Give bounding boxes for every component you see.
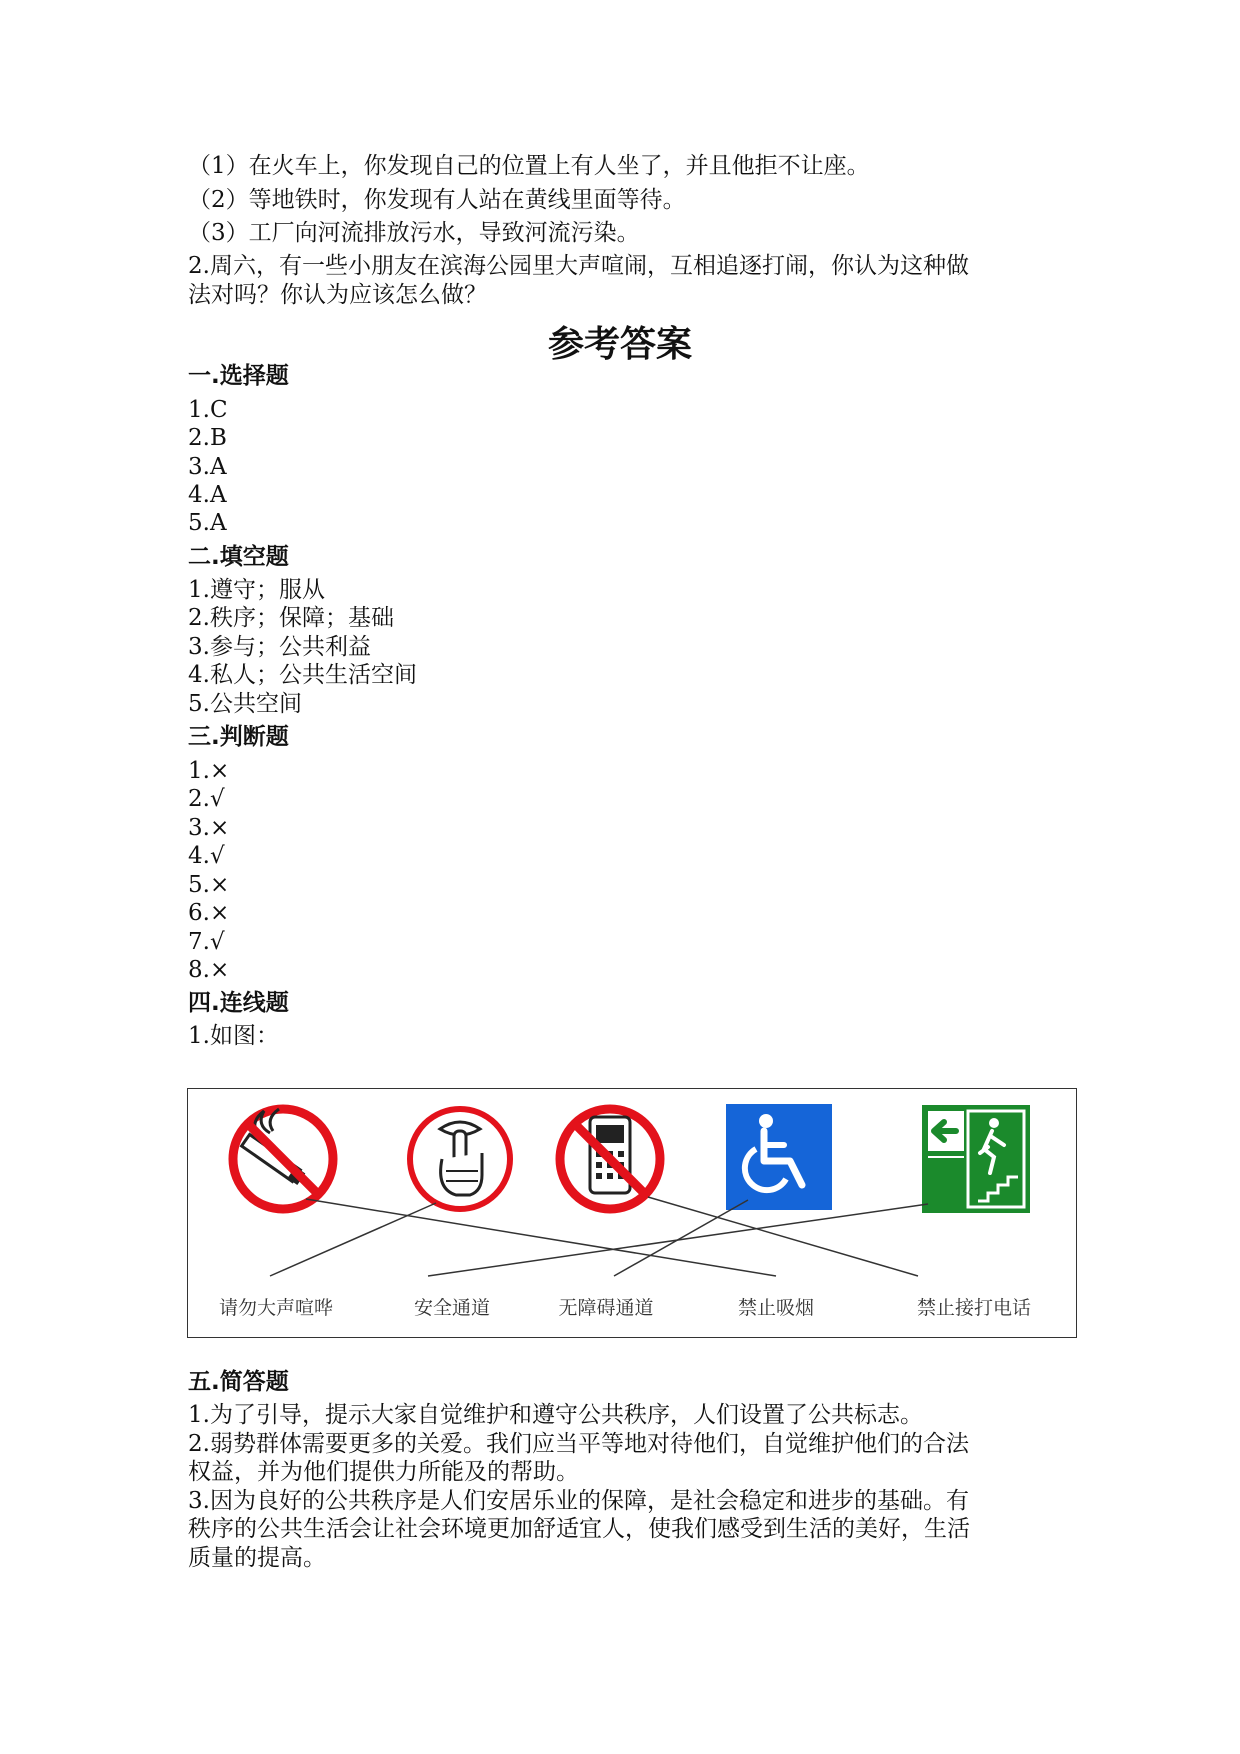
question-text-line: 法对吗？你认为应该怎么做？ — [188, 282, 487, 308]
answer-item: 质量的提高。 — [188, 1545, 326, 1571]
answer-item: 1.× — [188, 758, 230, 784]
answer-title: 参考答案 — [547, 324, 692, 365]
answer-item: 6.× — [188, 900, 230, 926]
section-heading: 二.填空题 — [188, 544, 289, 570]
quiet-please-sign-icon — [410, 1109, 510, 1209]
answer-item: 5.× — [188, 872, 230, 898]
sign-label: 请勿大声喧哗 — [218, 1297, 334, 1319]
answer-item: 1.遵守；服从 — [188, 577, 325, 603]
answer-item: 1.为了引导，提示大家自觉维护和遵守公共秩序，人们设置了公共标志。 — [188, 1402, 923, 1428]
no-phone-sign-icon — [560, 1109, 660, 1209]
question-text-line: 2.周六，有一些小朋友在滨海公园里大声喧闹，互相追逐打闹，你认为这种做 — [188, 253, 969, 279]
answer-item: 4.私人；公共生活空间 — [188, 662, 417, 688]
sign-label: 禁止接打电话 — [916, 1297, 1032, 1319]
sign-label: 无障碍通道 — [558, 1297, 654, 1319]
answer-item: 3.因为良好的公共秩序是人们安居乐业的保障，是社会稳定和进步的基础。有 — [188, 1488, 969, 1514]
match-line — [428, 1204, 928, 1276]
question-text-line: （3）工厂向河流排放污水，导致河流污染。 — [188, 220, 640, 246]
answer-item: 2.B — [188, 425, 227, 451]
answer-item: 8.× — [188, 957, 230, 983]
answer-item: 3.× — [188, 815, 230, 841]
question-text-line: （1）在火车上，你发现自己的位置上有人坐了，并且他拒不让座。 — [188, 153, 870, 179]
section-heading: 四.连线题 — [188, 990, 289, 1016]
answer-item: 2.秩序；保障；基础 — [188, 605, 394, 631]
answer-item: 2.√ — [188, 786, 225, 812]
match-line — [270, 1203, 436, 1276]
answer-item: 3.参与；公共利益 — [188, 634, 371, 660]
match-line — [306, 1199, 776, 1276]
no-smoking-sign-icon — [233, 1109, 333, 1209]
answer-item: 3.A — [188, 454, 227, 480]
match-line — [614, 1200, 748, 1276]
answer-item: 7.√ — [188, 929, 225, 955]
answer-item: 1.如图： — [188, 1023, 279, 1049]
answer-item: 5.公共空间 — [188, 691, 302, 717]
answer-item: 秩序的公共生活会让社会环境更加舒适宜人，使我们感受到生活的美好，生活 — [188, 1516, 970, 1542]
answer-item: 4.A — [188, 482, 227, 508]
wheelchair-accessible-sign-icon — [726, 1104, 832, 1210]
answer-item: 5.A — [188, 510, 227, 536]
question-text-line: （2）等地铁时，你发现有人站在黄线里面等待。 — [188, 187, 686, 213]
answer-item: 2.弱势群体需要更多的关爱。我们应当平等地对待他们，自觉维护他们的合法 — [188, 1431, 969, 1457]
answer-item: 1.C — [188, 397, 228, 423]
answer-item: 权益，并为他们提供力所能及的帮助。 — [188, 1459, 579, 1485]
answer-item: 4.√ — [188, 843, 225, 869]
matching-figure — [187, 1088, 1077, 1338]
section-heading: 三.判断题 — [188, 724, 289, 750]
matching-diagram — [188, 1089, 1076, 1337]
sign-label: 禁止吸烟 — [737, 1297, 815, 1319]
section-heading: 五.简答题 — [188, 1369, 289, 1395]
emergency-exit-sign-icon — [922, 1105, 1030, 1213]
sign-label: 安全通道 — [413, 1297, 491, 1319]
section-heading: 一.选择题 — [188, 363, 289, 389]
